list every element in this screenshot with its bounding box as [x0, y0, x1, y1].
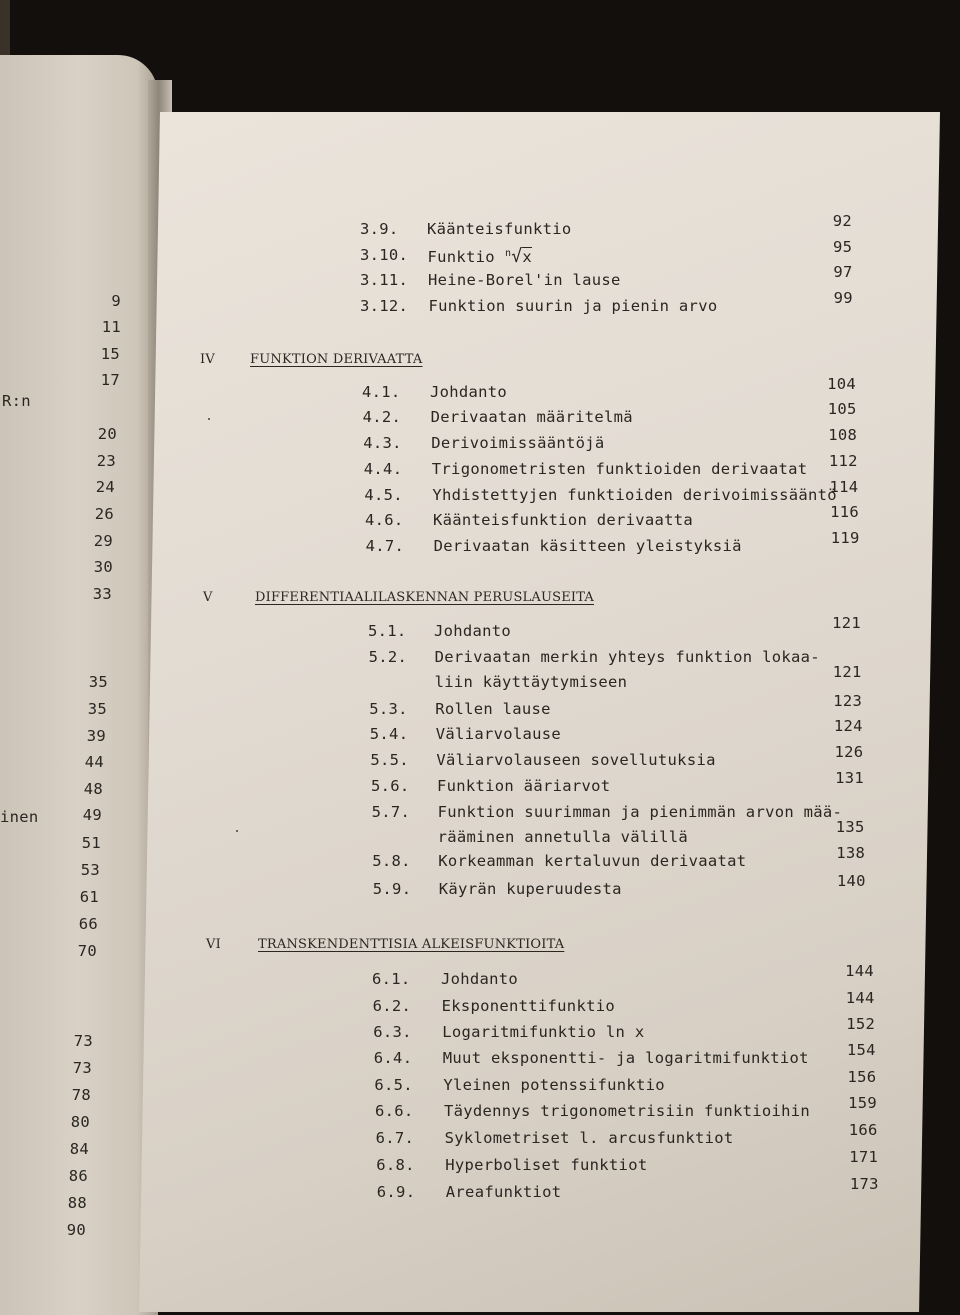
chapter-heading: FUNKTION DERIVAATTA — [250, 352, 423, 367]
toc-entry-number: 6.2. — [372, 997, 412, 1015]
toc-entry-title: Hyperboliset funktiot — [445, 1156, 648, 1174]
left-page-number: 66 — [78, 915, 98, 933]
toc-entry-title: Käänteisfunktion derivaatta — [433, 511, 694, 529]
toc-entry-number: 6.4. — [373, 1049, 413, 1067]
toc-entry-number: 5.9. — [372, 880, 412, 898]
left-page-number: 29 — [93, 532, 113, 550]
toc-entry-number: 4.5. — [364, 486, 403, 504]
toc-entry-number: 6.9. — [376, 1183, 416, 1201]
toc-entry-page: 138 — [836, 844, 866, 862]
toc-entry-number: 3.12. — [360, 297, 409, 315]
left-page-number: 20 — [97, 425, 117, 443]
book-cover-edge — [0, 0, 10, 60]
toc-entry-page: 171 — [849, 1148, 879, 1166]
toc-entry-title-continued: liin käyttäytymiseen — [434, 673, 628, 691]
speck — [236, 830, 238, 832]
left-page-number: 73 — [73, 1032, 93, 1050]
left-page-number: 39 — [86, 727, 106, 745]
toc-entry-page: 140 — [836, 872, 866, 890]
toc-entry-title: Areafunktiot — [445, 1183, 562, 1201]
left-page-number: 88 — [67, 1194, 87, 1212]
toc-entry-page: 99 — [833, 289, 853, 307]
toc-entry-title: Väliarvolauseen sovellutuksia — [436, 751, 716, 769]
toc-entry-title: Derivaatan määritelmä — [430, 408, 633, 426]
left-page-fragment: R:n — [2, 392, 31, 410]
toc-entry-number: 4.4. — [363, 460, 403, 478]
toc-entry-number: 5.7. — [371, 803, 411, 821]
toc-entry-title: Derivaatan merkin yhteys funktion lokaa- — [434, 648, 820, 666]
toc-entry-title: Käänteisfunktio — [427, 220, 572, 238]
toc-entry-title: Logaritmifunktio ln x — [442, 1023, 645, 1041]
left-page-number: 86 — [68, 1167, 88, 1185]
toc-entry-title: Trigonometristen funktioiden derivaatat — [431, 460, 808, 478]
toc-entry-page: 92 — [832, 212, 852, 230]
toc-entry-title: Rollen lause — [435, 700, 551, 718]
toc-entry-page: 104 — [827, 375, 856, 393]
toc-entry-number: 4.6. — [365, 511, 404, 529]
left-page-number: 51 — [81, 834, 101, 852]
toc-entry-title: Johdanto — [430, 383, 508, 401]
toc-entry-title: Yleinen potenssifunktio — [443, 1076, 665, 1094]
toc-entry-page: 108 — [828, 426, 858, 444]
left-page-number: 11 — [101, 318, 121, 336]
toc-entry-page: 116 — [830, 503, 859, 521]
left-page-number: 30 — [93, 558, 113, 576]
toc-entry-page: 159 — [848, 1094, 877, 1112]
toc-entry-page: 97 — [833, 263, 853, 281]
root-index: n — [504, 247, 512, 259]
left-page-number: 73 — [72, 1059, 92, 1077]
toc-entry-page: 154 — [846, 1041, 876, 1059]
toc-entry-title: Johdanto — [434, 622, 512, 640]
left-page-number: 23 — [96, 452, 116, 470]
toc-entry-page: 112 — [828, 452, 858, 470]
toc-entry-title: Heine-Borel'in lause — [428, 271, 621, 289]
toc-entry-page: 124 — [833, 717, 863, 735]
left-page-number: 49 — [82, 806, 102, 824]
toc-entry-title: Muut eksponentti- ja logaritmifunktiot — [442, 1049, 809, 1067]
chapter-numeral: VI — [206, 937, 221, 952]
toc-entry-number: 5.6. — [371, 777, 410, 795]
chapter-numeral: V — [203, 590, 213, 605]
left-page-number: 78 — [71, 1086, 91, 1104]
left-page-number: 90 — [66, 1221, 86, 1239]
speck — [208, 418, 210, 420]
toc-entry-page: 126 — [834, 743, 864, 761]
toc-entry-title: Funktion suurin ja pienin arvo — [428, 297, 718, 315]
left-page-number: 9 — [111, 292, 121, 310]
toc-entry-page: 123 — [833, 692, 863, 710]
left-page-number: 17 — [100, 371, 120, 389]
left-page-number: 80 — [70, 1113, 90, 1131]
toc-entry-page: 121 — [832, 614, 861, 632]
toc-entry-title: Täydennys trigonometrisiin funktioihin — [444, 1102, 811, 1120]
left-page-number: 48 — [83, 780, 103, 798]
nth-root-symbol — [505, 248, 532, 266]
left-page-number: 61 — [79, 888, 99, 906]
toc-entry-title: Derivoimissääntöjä — [431, 434, 605, 452]
toc-entry-title: Johdanto — [441, 970, 519, 988]
toc-entry-title-continued: rääminen annetulla välillä — [437, 828, 689, 846]
toc-entry-number: 5.8. — [372, 852, 411, 870]
toc-entry-title: Funktion ääriarvot — [437, 777, 611, 795]
left-page-number: 53 — [80, 861, 100, 879]
chapter-heading: TRANSKENDENTTISIA ALKEISFUNKTIOITA — [258, 937, 565, 952]
toc-entry-title: Funktio $^n$√x — [427, 246, 533, 267]
toc-entry-number: 3.11. — [360, 271, 409, 289]
toc-entry-number: 4.7. — [365, 537, 405, 555]
chapter-heading: DIFFERENTIAALILASKENNAN PERUSLAUSEITA — [255, 590, 595, 605]
toc-entry-page: 131 — [835, 769, 864, 787]
left-page-fragment: inen — [0, 808, 39, 826]
toc-entry-title: Yhdistettyjen funktioiden derivoimissääntö — [432, 486, 837, 504]
left-page-number: 70 — [77, 942, 97, 960]
toc-entry-page: 95 — [833, 238, 853, 256]
toc-entry-number: 4.1. — [362, 383, 401, 401]
radical-sign: √ — [511, 246, 523, 267]
toc-entry-title: Funktion suurimman ja pienimmän arvon mää- — [437, 803, 843, 821]
left-page-number: 33 — [92, 585, 112, 603]
toc-entry-page: 121 — [832, 663, 862, 681]
toc-entry-page: 144 — [845, 989, 875, 1007]
toc-entry-number: 6.5. — [374, 1076, 413, 1094]
toc-entry-page: 114 — [829, 478, 859, 496]
toc-entry-number: 6.7. — [375, 1129, 415, 1147]
toc-entry-number: 5.1. — [368, 622, 407, 640]
toc-entry-number: 6.8. — [376, 1156, 415, 1174]
left-page-number: 35 — [87, 700, 107, 718]
toc-entry-page: 135 — [835, 818, 865, 836]
toc-entry-title: Derivaatan käsitteen yleistyksiä — [433, 537, 742, 555]
toc-entry-title: Käyrän kuperuudesta — [438, 880, 622, 898]
toc-entry-number: 4.3. — [363, 434, 402, 452]
toc-entry-number: 6.1. — [372, 970, 411, 988]
toc-entry-number: 4.2. — [362, 408, 402, 426]
toc-entry-page: 173 — [849, 1175, 879, 1193]
left-page-number: 44 — [84, 753, 104, 771]
toc-entry-number: 5.5. — [370, 751, 409, 769]
toc-entry-title: Väliarvolause — [435, 725, 562, 743]
chapter-numeral: IV — [200, 352, 215, 367]
toc-entry-number: 3.10. — [360, 246, 409, 264]
left-page-number: 35 — [88, 673, 108, 691]
toc-entry-page: 152 — [846, 1015, 876, 1033]
toc-entry-title: Korkeamman kertaluvun derivaatat — [438, 852, 747, 870]
left-page-number: 24 — [95, 478, 115, 496]
toc-entry-page: 119 — [830, 529, 860, 547]
left-page-number: 15 — [100, 345, 120, 363]
radicand: x — [522, 248, 533, 266]
left-page-number: 84 — [69, 1140, 89, 1158]
toc-entry-title: Eksponenttifunktio — [441, 997, 615, 1015]
left-page-number: 26 — [94, 505, 114, 523]
toc-entry-page: 166 — [848, 1121, 878, 1139]
toc-entry-number: 6.6. — [375, 1102, 414, 1120]
toc-entry-number: 5.3. — [369, 700, 408, 718]
toc-entry-page: 105 — [827, 400, 857, 418]
toc-entry-page: 144 — [845, 962, 874, 980]
toc-entry-number: 6.3. — [373, 1023, 412, 1041]
toc-entry-page: 156 — [847, 1068, 877, 1086]
toc-entry-number: 5.2. — [368, 648, 408, 666]
toc-entry-number: 5.4. — [369, 725, 409, 743]
toc-entry-title: Syklometriset l. arcusfunktiot — [444, 1129, 734, 1147]
toc-entry-number: 3.9. — [360, 220, 399, 238]
